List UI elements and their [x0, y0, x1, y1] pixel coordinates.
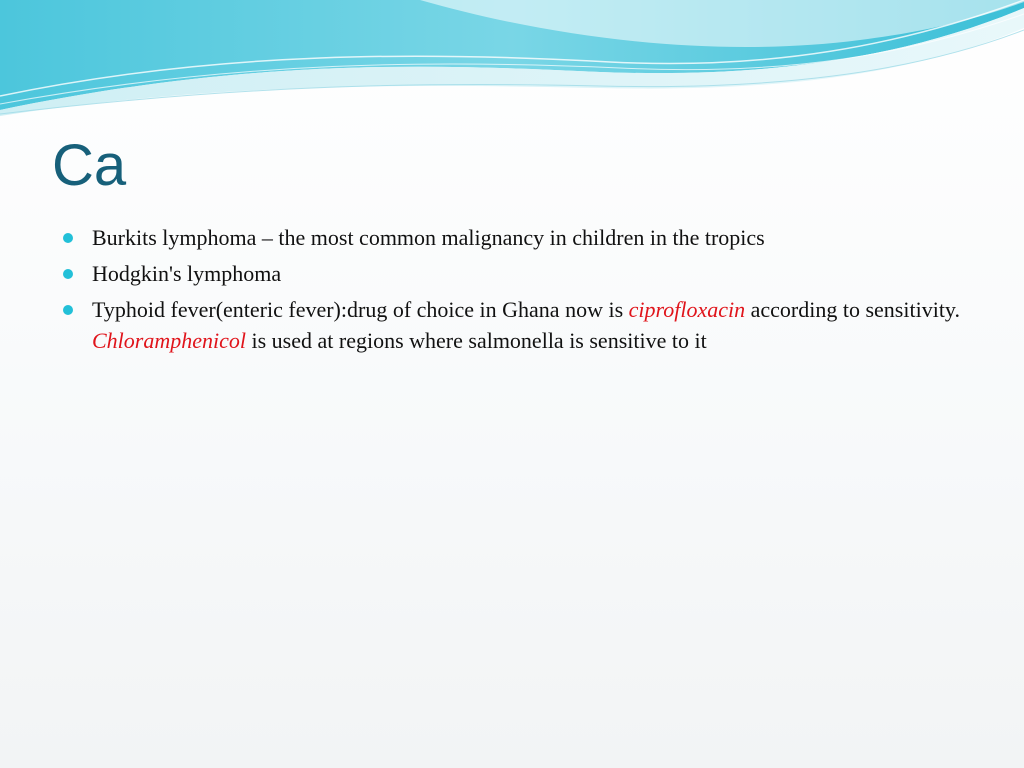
bullet-text-part: Typhoid fever(enteric fever):drug of choice in Ghana now is — [92, 297, 629, 322]
bullet-item-burkitt — [60, 222, 960, 253]
slide-title: Ca — [52, 133, 127, 198]
bullet-dot-icon — [63, 269, 73, 279]
bullet-text-part: is used at regions where salmonella is sensitive to it — [246, 328, 707, 353]
bullet-text-part: according to sensitivity. — [745, 297, 961, 322]
bullet-item-hodgkin — [60, 258, 960, 289]
drug-name-chloramphenicol: Chloramphenicol — [92, 328, 246, 353]
bullet-item-typhoid — [60, 294, 960, 356]
bullet-list — [60, 222, 960, 361]
header-wave-decoration — [0, 0, 1024, 130]
drug-name-ciprofloxacin: ciprofloxacin — [628, 297, 746, 322]
bullet-dot-icon — [63, 305, 73, 315]
bullet-text: Burkits lymphoma – the most common malignancy in children in the tropics — [92, 225, 765, 250]
bullet-text: Hodgkin's lymphoma — [92, 261, 282, 286]
bullet-dot-icon — [63, 233, 73, 243]
